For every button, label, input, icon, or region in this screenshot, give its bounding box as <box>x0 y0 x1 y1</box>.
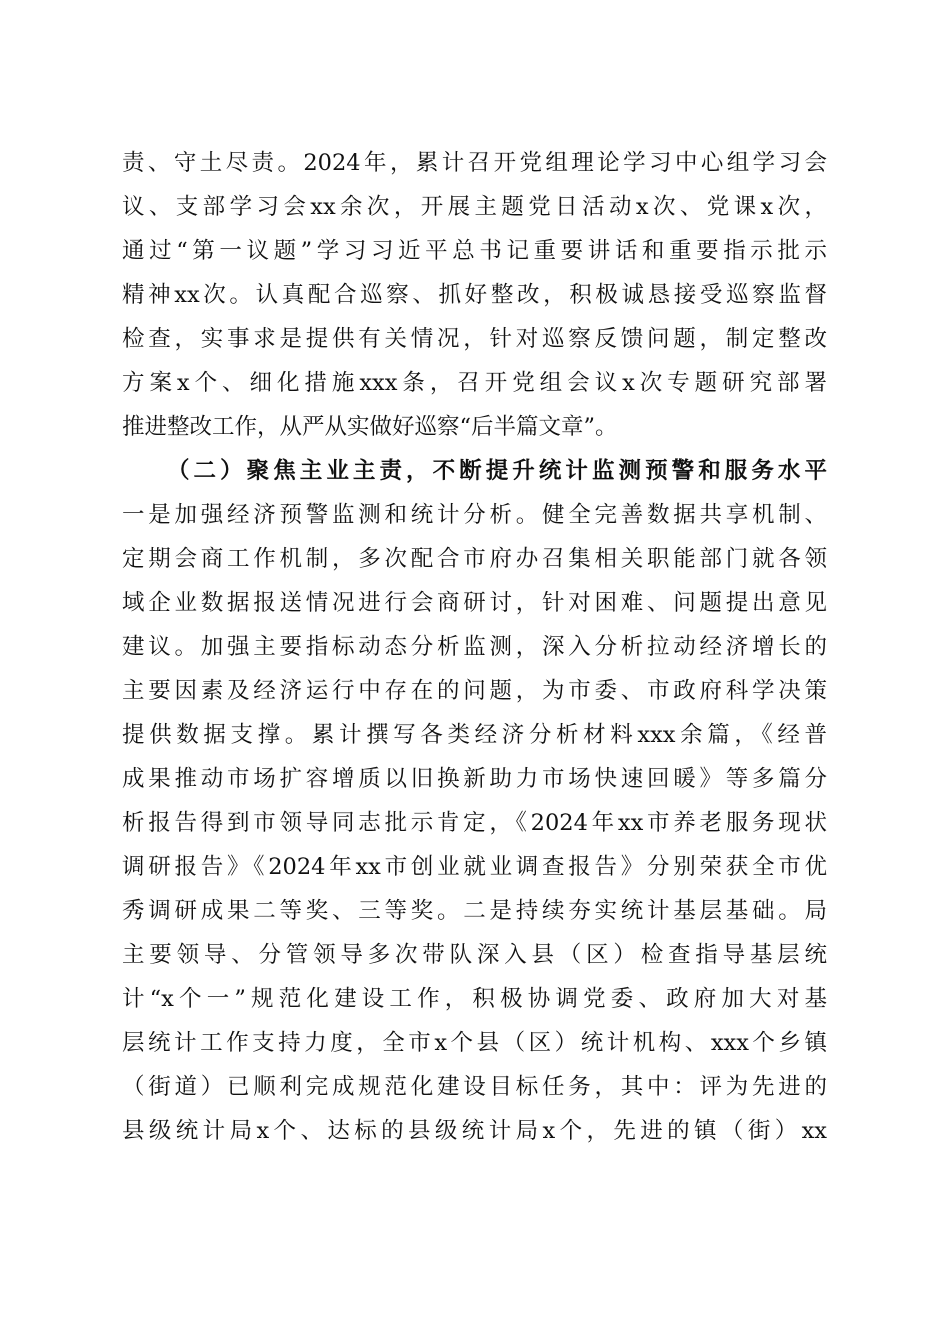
paragraph-line: 一是加强经济预警监测和统计分析。健全完善数据共享机制、 <box>122 502 827 528</box>
section-heading: （二）聚焦主业主责，不断提升统计监测预警和服务水平 <box>167 458 827 484</box>
paragraph-line: 主要因素及经济运行中存在的问题，为市委、市政府科学决策 <box>122 678 827 704</box>
paragraph-line: （街道）已顺利完成规范化建设目标任务，其中：评为先进的 <box>122 1074 827 1100</box>
paragraph-line: 推进整改工作，从严从实做好巡察“后半篇文章”。 <box>122 414 618 440</box>
paragraph-line: 析报告得到市领导同志批示肯定，《2024年xx市养老服务现状 <box>122 810 827 836</box>
paragraph-line: 计“x个一”规范化建设工作，积极协调党委、政府加大对基 <box>122 986 827 1012</box>
paragraph-line: 方案x个、细化措施xxx条，召开党组会议x次专题研究部署 <box>122 370 827 396</box>
paragraph-line: 层统计工作支持力度，全市x个县（区）统计机构、xxx个乡镇 <box>122 1030 827 1056</box>
paragraph-line: 县级统计局x个、达标的县级统计局x个，先进的镇（街）xx <box>122 1118 827 1144</box>
paragraph-line: 成果推动市场扩容增质以旧换新助力市场快速回暖》等多篇分 <box>122 766 827 792</box>
paragraph-line: 通过“第一议题”学习习近平总书记重要讲话和重要指示批示 <box>122 238 827 264</box>
paragraph-line: 提供数据支撑。累计撰写各类经济分析材料xxx余篇，《经普 <box>122 722 827 748</box>
paragraph-line: 调研报告》《2024年xx市创业就业调查报告》分别荣获全市优 <box>122 854 827 880</box>
paragraph-line: 精神xx次。认真配合巡察、抓好整改，积极诚恳接受巡察监督 <box>122 282 827 308</box>
paragraph-line: 定期会商工作机制，多次配合市府办召集相关职能部门就各领 <box>122 546 827 572</box>
paragraph-line: 检查，实事求是提供有关情况，针对巡察反馈问题，制定整改 <box>122 326 827 352</box>
paragraph-line: 主要领导、分管领导多次带队深入县（区）检查指导基层统 <box>122 942 827 968</box>
paragraph-line: 责、守土尽责。2024年，累计召开党组理论学习中心组学习会 <box>122 150 827 176</box>
paragraph-line: 域企业数据报送情况进行会商研讨，针对困难、问题提出意见 <box>122 590 827 616</box>
paragraph-line: 建议。加强主要指标动态分析监测，深入分析拉动经济增长的 <box>122 634 827 660</box>
paragraph-line: 秀调研成果二等奖、三等奖。二是持续夯实统计基层基础。局 <box>122 898 827 924</box>
paragraph-line: 议、支部学习会xx余次，开展主题党日活动x次、党课x次， <box>122 194 827 220</box>
